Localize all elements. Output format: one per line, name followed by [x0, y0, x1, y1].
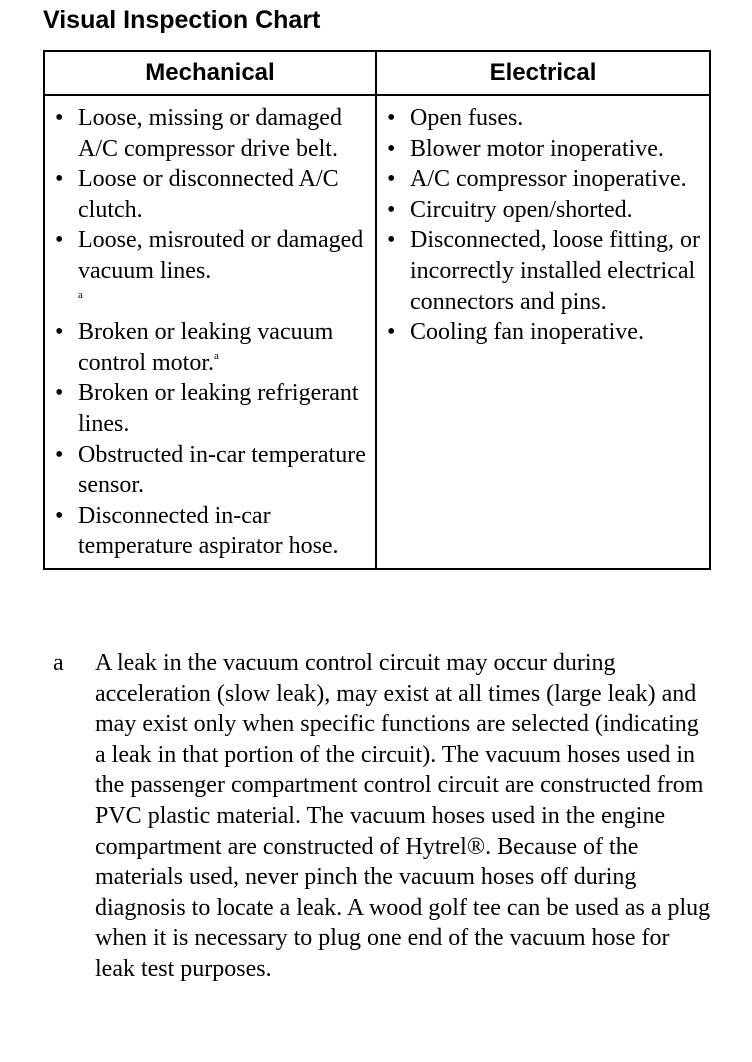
chart-title: Visual Inspection Chart [43, 6, 321, 34]
electrical-list [377, 96, 709, 354]
list-item [55, 440, 367, 501]
bullet-icon: • [387, 196, 396, 223]
item-text: Loose or disconnected A/C clutch. [78, 166, 339, 223]
list-item [55, 103, 367, 164]
electrical-cell [376, 95, 710, 569]
column-header-electrical: Electrical [376, 51, 710, 95]
bullet-icon: • [55, 105, 64, 131]
bullet-icon: • [55, 380, 64, 407]
list-item [387, 134, 701, 165]
bullet-icon: • [55, 319, 64, 346]
item-text: A/C compressor inoperative. [410, 166, 687, 193]
item-text: Loose, missing or damaged A/C compressor drive belt. [78, 105, 342, 162]
item-text: Loose, misrouted or damaged vacuum lines. [78, 227, 364, 284]
item-text: Broken or leaking vacuum control motor. [78, 319, 334, 376]
bullet-icon: • [55, 166, 64, 193]
footnote-ref: a [213, 349, 219, 362]
item-text: Open fuses. [410, 105, 524, 131]
mechanical-list [45, 96, 375, 568]
bullet-icon: • [387, 105, 396, 131]
list-item [55, 225, 367, 317]
list-item [387, 103, 701, 134]
footnote-mark: a [53, 650, 64, 676]
list-item [387, 164, 701, 195]
bullet-icon: • [55, 441, 64, 468]
bullet-icon: • [387, 319, 396, 346]
table-body-row [44, 95, 710, 569]
list-item [387, 225, 701, 317]
list-item [55, 501, 367, 562]
bullet-icon: • [387, 135, 396, 162]
mechanical-cell [44, 95, 376, 569]
inspection-table [43, 50, 711, 570]
list-item [387, 195, 701, 226]
bullet-icon: • [387, 227, 396, 254]
table-header-row [44, 51, 710, 95]
list-item [55, 317, 367, 378]
item-text: Disconnected, loose fitting, or incorrectly installed electrical connectors and pins. [410, 227, 700, 315]
bullet-icon: • [55, 502, 64, 529]
footnote-ref: a [78, 288, 83, 301]
footnote [53, 648, 713, 985]
item-text: Cooling fan inoperative. [410, 319, 644, 346]
item-text: Broken or leaking refrigerant lines. [78, 380, 359, 437]
footnote-text: A leak in the vacuum control circuit may occur during acceleration (slow leak), may exist at all times (large leak) and may exist only when specific functions are selected (indicating a leak in that portion of the circuit). The vacuum hoses used in the passenger compartment control circuit are constructed from PVC plastic material. The vacuum hoses used in the engine compartment are constructed of Hytrel®. Because of the materials used, never pinch the vacuum hoses off during diagnosis to locate a leak. A wood golf tee can be used as a plug when it is necessary to plug one end of the vacuum hose for leak test purposes. [95, 650, 711, 982]
column-header-mechanical: Mechanical [44, 51, 376, 95]
list-item [387, 317, 701, 348]
item-text: Obstructed in-car temperature sensor. [78, 441, 366, 499]
item-text: Disconnected in-car temperature aspirator hose. [78, 502, 339, 560]
bullet-icon: • [387, 166, 396, 193]
item-text: Blower motor inoperative. [410, 135, 664, 162]
list-item [55, 164, 367, 225]
list-item [55, 378, 367, 439]
item-text: Circuitry open/shorted. [410, 196, 633, 223]
bullet-icon: • [55, 227, 64, 254]
